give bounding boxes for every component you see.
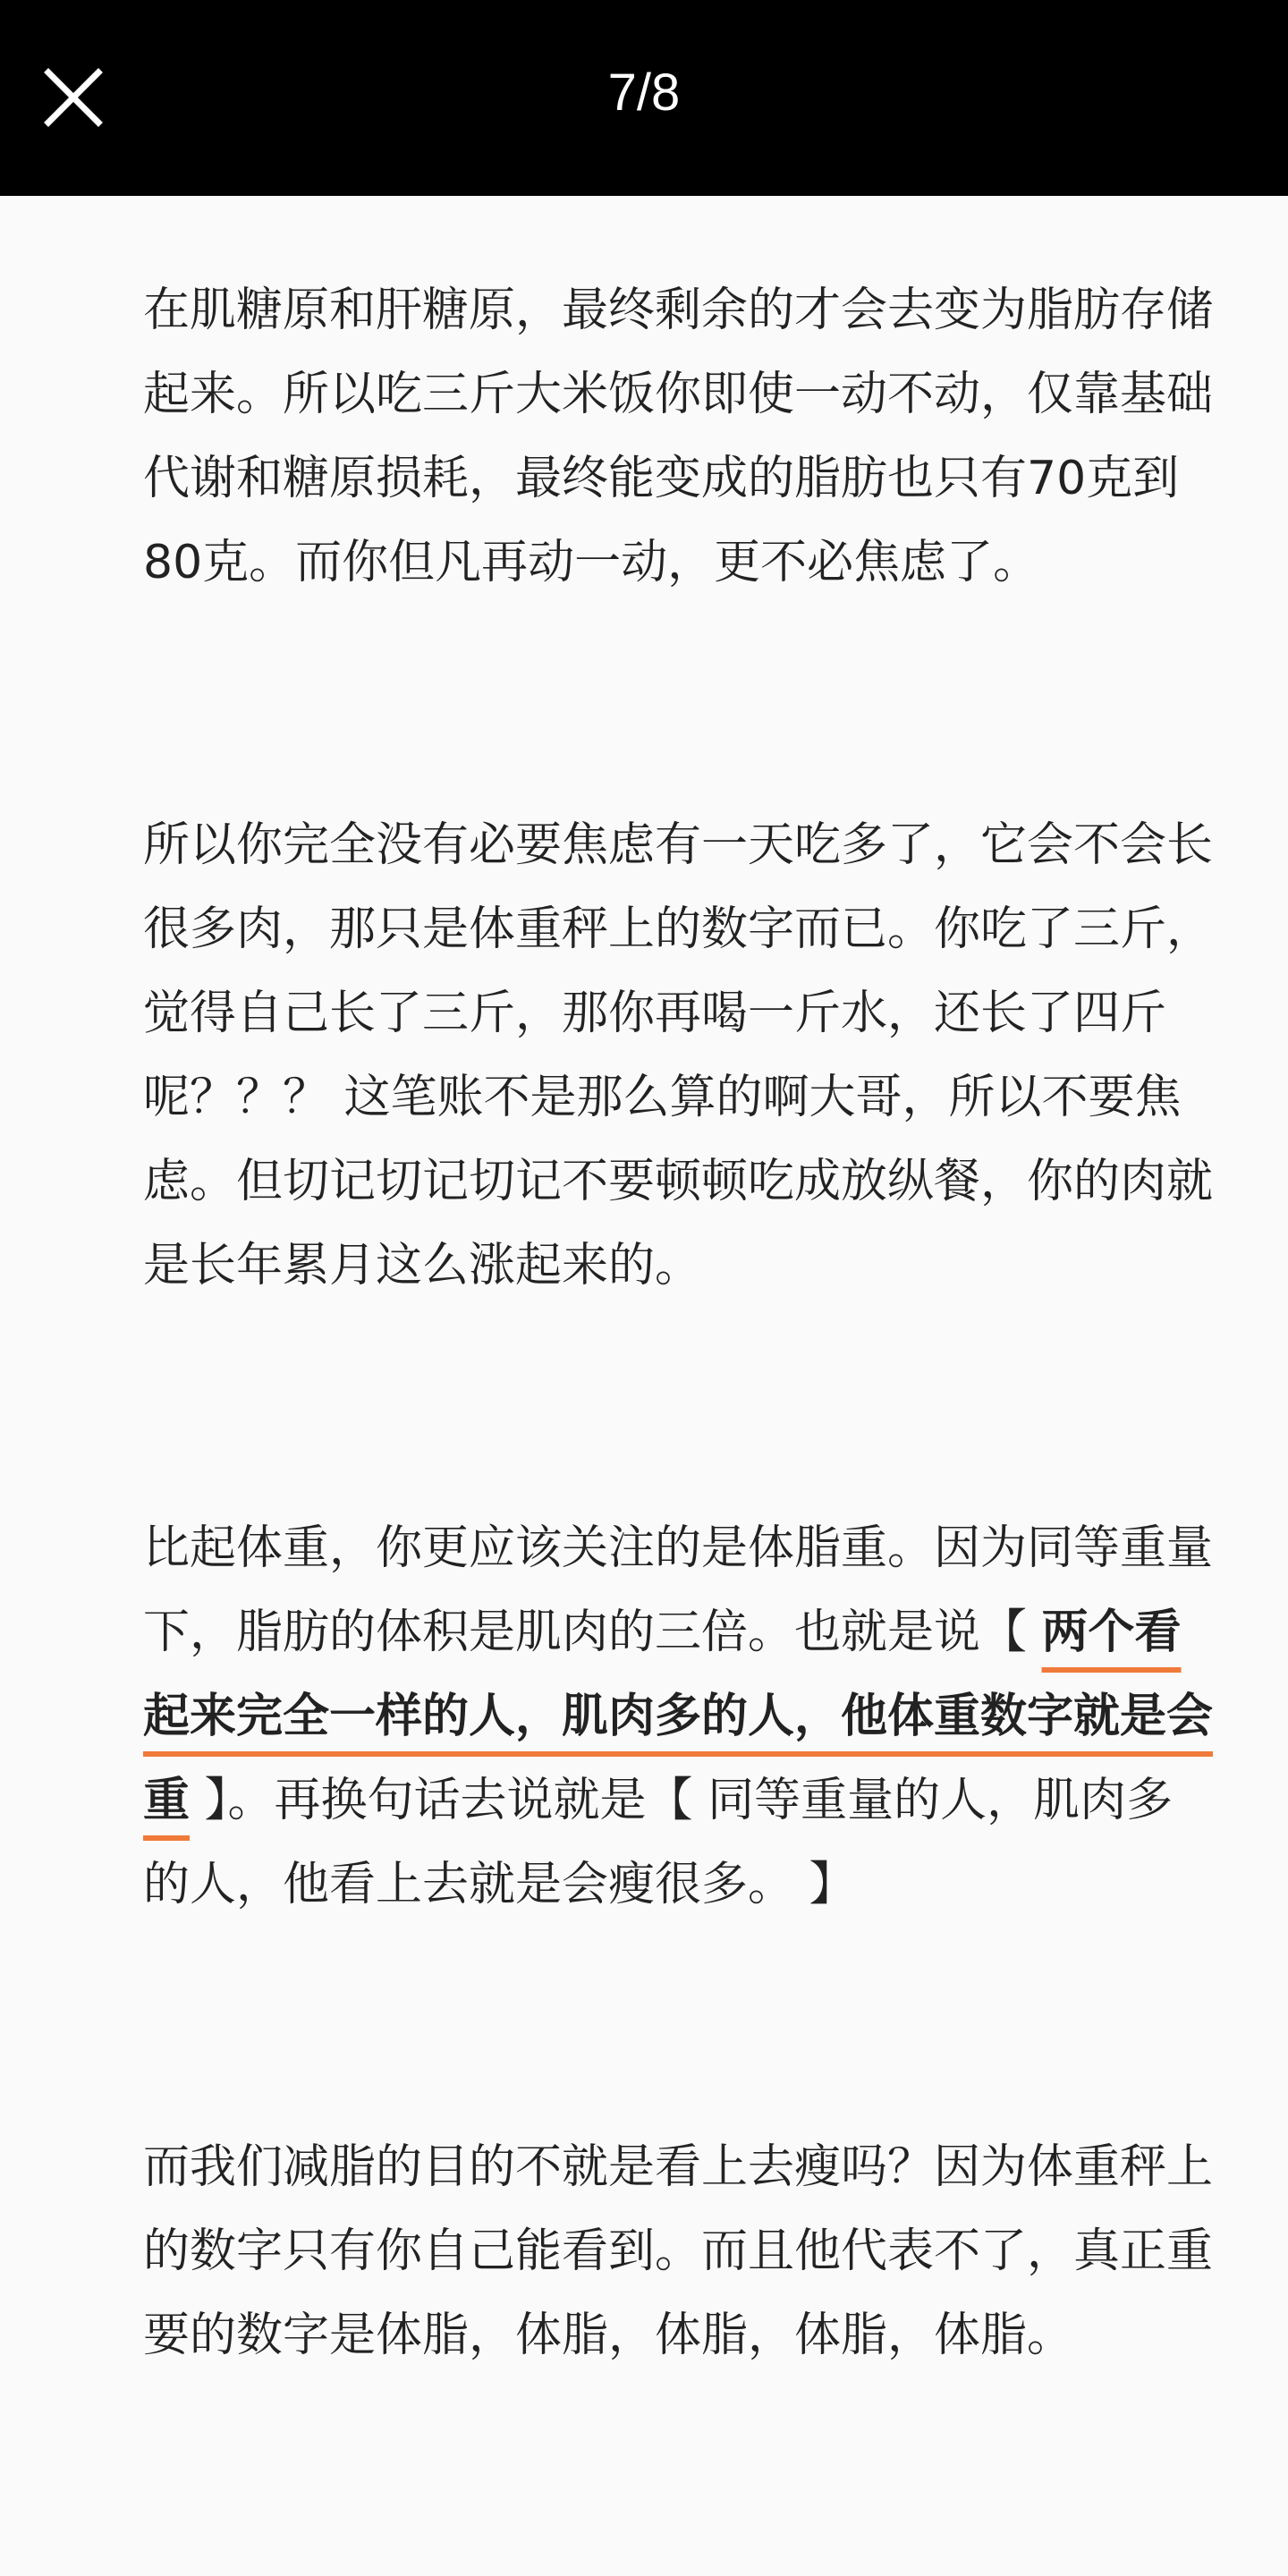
article-paragraph-2: 所以你完全没有必要焦虑有一天吃多了，它会不会长很多肉，那只是体重秤上的数字而已。你吃了三斤，觉得自己长了三斤，那你再喝一斤水，还长了四斤呢？？？ 这笔账不是那么算的啊大哥，所以不要焦虑。但切记切记切记不要顿顿吃成放纵餐，你的肉就是长年累月这么涨起来的。 — [143, 818, 1214, 1292]
paragraph-3-text-before: 比起体重，你更应该关注的是体脂重。因为同等重量下，脂肪的体积是肌肉的三倍。也就是说【 — [143, 1521, 1214, 1659]
paragraph-3-text-after: 】。再换句话去说就是【 同等重量的人，肌肉多的人，他看上去就是会瘦很多。 】 — [143, 1774, 1174, 1911]
article-paragraph-1: 在肌糖原和肝糖原，最终剩余的才会去变为脂肪存储起来。所以吃三斤大米饭你即使一动不动，仅靠基础代谢和糖原损耗，最终能变成的脂肪也只有70克到80克。而你但凡再动一动，更不必焦虑了。 — [143, 284, 1214, 589]
article-paragraph-4: 而我们减脂的目的不就是看上去瘦吗？因为体重秤上的数字只有你自己能看到。而且他代表不了，真正重要的数字是体脂，体脂，体脂，体脂，体脂。 — [143, 2140, 1214, 2362]
page-counter: 7/8 — [607, 64, 681, 122]
highlighted-text: 两个看起来完全一样的人，肌肉多的人，他体重数字就是会重 — [143, 1606, 1214, 1827]
article-body — [143, 268, 1216, 2576]
top-bar — [0, 0, 1288, 196]
article-paragraph-3 — [143, 1506, 1216, 1927]
